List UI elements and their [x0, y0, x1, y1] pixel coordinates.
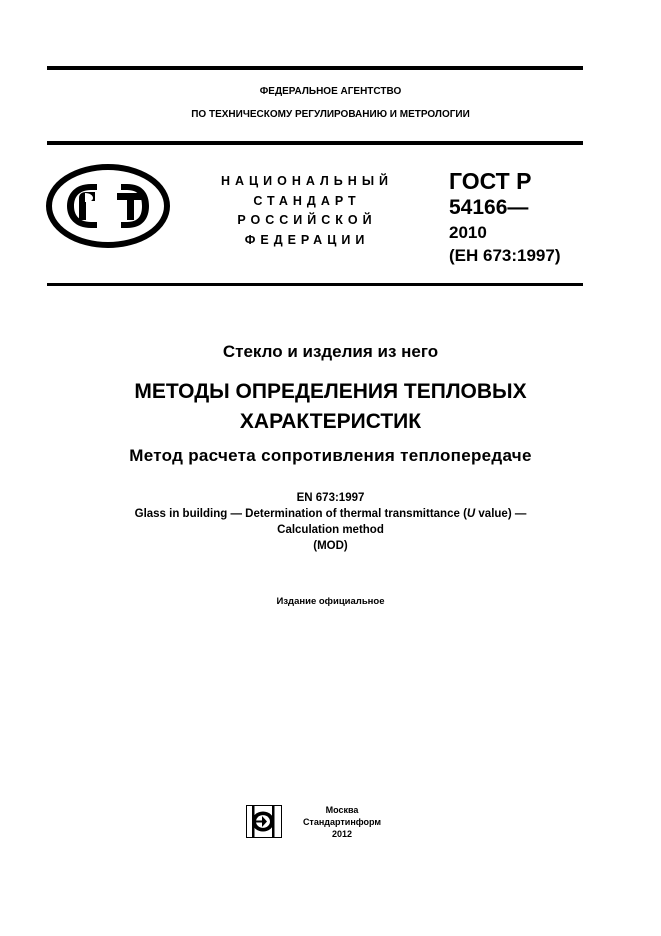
- agency-line-1: ФЕДЕРАЛЬНОЕ АГЕНТСТВО: [259, 86, 402, 97]
- document-subject: Стекло и изделия из него: [222, 342, 439, 361]
- reference-title-line-2: Calculation method: [277, 524, 384, 536]
- agency-rule: [47, 141, 583, 145]
- top-rule: [47, 66, 583, 70]
- national-standard-line-4: ФЕДЕРАЦИИ: [244, 233, 370, 247]
- national-standard-line-2: СТАНДАРТ: [253, 194, 361, 208]
- publisher-name: Стандартинформ: [302, 817, 382, 827]
- gost-designation-line-2: 54166—: [449, 196, 529, 219]
- national-standard-line-3: РОССИЙСКОЙ: [237, 213, 377, 227]
- document-title-line-2: ХАРАКТЕРИСТИК: [239, 410, 422, 433]
- reference-text-after: value) —: [475, 508, 527, 520]
- gost-designation-year: 2010: [449, 223, 487, 242]
- gost-designation-line-1: ГОСТ Р: [449, 168, 532, 194]
- reference-title-line-1: [0, 508, 661, 520]
- agency-line-2: ПО ТЕХНИЧЕСКОМУ РЕГУЛИРОВАНИЮ И МЕТРОЛОГИИ: [191, 109, 470, 120]
- document-subtitle: Метод расчета сопротивления теплопередаче: [129, 446, 532, 465]
- gost-designation-en: (ЕН 673:1997): [449, 246, 561, 265]
- standard-rule: [47, 283, 583, 286]
- reference-code: EN 673:1997: [296, 492, 365, 504]
- gost-r-emblem-icon: [45, 163, 171, 249]
- national-standard-line-1: НАЦИОНАЛЬНЫЙ: [220, 174, 394, 188]
- reference-modification: (MOD): [313, 540, 348, 552]
- publisher-city: Москва: [325, 805, 359, 815]
- reference-text-before: Glass in building — Determination of thermal transmittance (: [134, 508, 467, 520]
- publisher-year: 2012: [331, 829, 353, 839]
- standartinform-logo-icon: [246, 805, 282, 838]
- edition-label: Издание официальное: [276, 596, 385, 607]
- reference-italic-u: U: [466, 508, 476, 520]
- document-title-line-1: МЕТОДЫ ОПРЕДЕЛЕНИЯ ТЕПЛОВЫХ: [134, 380, 527, 403]
